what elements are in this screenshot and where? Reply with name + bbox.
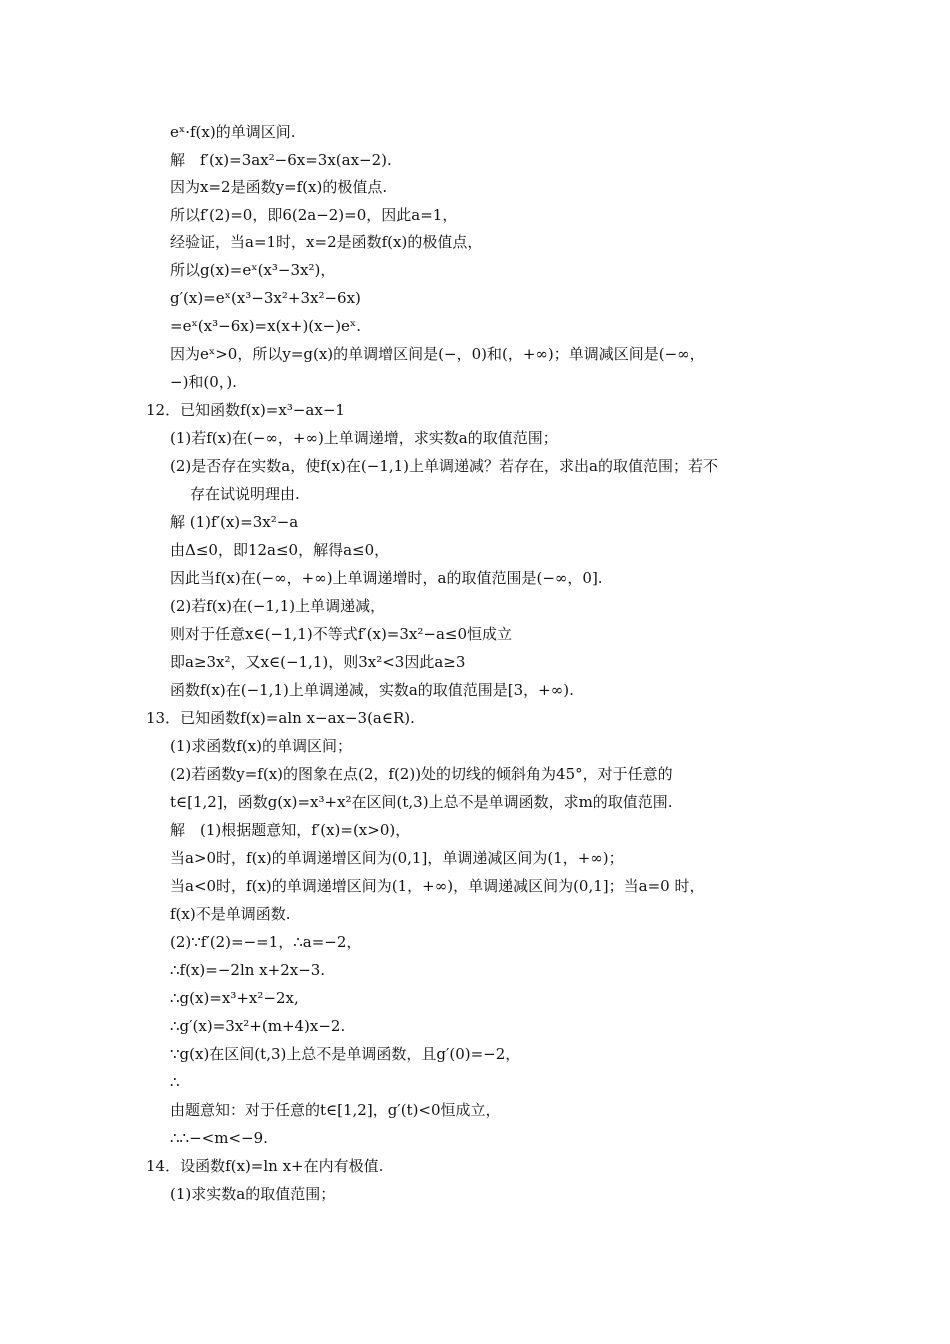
question-13-heading: 13．已知函数f(x)=aln x−ax−3(a∈R).	[146, 709, 415, 727]
text-line: 解 (1)根据题意知，f′(x)=(x>0)，	[170, 821, 411, 839]
text-line: 经验证，当a=1时，x=2是函数f(x)的极值点，	[170, 233, 483, 251]
text-line: 因此当f(x)在(−∞，+∞)上单调递增时，a的取值范围是(−∞，0].	[170, 569, 603, 587]
text-line: 因为eˣ>0，所以y=g(x)的单调增区间是(−，0)和(，+∞)；单调减区间是(−∞，	[170, 345, 705, 363]
text-line: 由Δ≤0，即12a≤0，解得a≤0，	[170, 541, 390, 559]
text-line: 所以g(x)=eˣ(x³−3x²)，	[170, 261, 336, 279]
text-line: (2)若函数y=f(x)的图象在点(2，f(2))处的切线的倾斜角为45°，对于任意的	[170, 765, 673, 783]
text-line: 即a≥3x²，又x∈(−1,1)，则3x²<3因此a≥3	[170, 653, 466, 671]
text-line: 则对于任意x∈(−1,1)不等式f′(x)=3x²−a≤0恒成立	[170, 625, 513, 643]
text-line: 存在试说明理由.	[190, 485, 300, 503]
question-12-heading: 12．已知函数f(x)=x³−ax−1	[146, 401, 345, 419]
text-line: ∴	[170, 1073, 180, 1091]
text-line: ∴f(x)=−2ln x+2x−3.	[170, 961, 326, 979]
text-line: 函数f(x)在(−1,1)上单调递减，实数a的取值范围是[3，+∞).	[170, 681, 574, 699]
text-line: (2)是否存在实数a，使f(x)在(−1,1)上单调递减？若存在，求出a的取值范围；若不	[170, 457, 718, 475]
question-14-heading: 14．设函数f(x)=ln x+在内有极值.	[146, 1157, 384, 1175]
text-line: ∵g(x)在区间(t,3)上总不是单调函数，且g′(0)=−2，	[170, 1045, 521, 1063]
text-line: =eˣ(x³−6x)=x(x+)(x−)eˣ.	[170, 317, 362, 335]
text-line: g′(x)=eˣ(x³−3x²+3x²−6x)	[170, 289, 361, 307]
text-line: (1)若f(x)在(−∞，+∞)上单调递增，求实数a的取值范围；	[170, 429, 558, 447]
text-line: ∴∴−<m<−9.	[170, 1129, 268, 1147]
text-line: (2)∵f′(2)=−=1，∴a=−2，	[170, 933, 362, 951]
text-line: 当a>0时，f(x)的单调递增区间为(0,1]，单调递减区间为(1，+∞)；	[170, 849, 624, 867]
text-line: −)和(0，).	[170, 373, 237, 391]
text-line: 当a<0时，f(x)的单调递增区间为(1，+∞)，单调递减区间为(0,1]；当a=0 时，	[170, 877, 705, 895]
text-line: 解 f′(x)=3ax²−6x=3x(ax−2).	[170, 151, 392, 169]
text-line: 因为x=2是函数y=f(x)的极值点.	[170, 178, 388, 196]
text-line: f(x)不是单调函数.	[170, 905, 291, 923]
text-line: 由题意知：对于任意的t∈[1,2]，g′(t)<0恒成立，	[170, 1101, 501, 1119]
text-line: ∴g(x)=x³+x²−2x,	[170, 989, 299, 1007]
text-line: t∈[1,2]，函数g(x)=x³+x²在区间(t,3)上总不是单调函数，求m的取值范围.	[170, 793, 673, 811]
text-line: 解 (1)f′(x)=3x²−a	[170, 513, 299, 531]
text-line: eˣ·f(x)的单调区间.	[170, 123, 296, 141]
text-line: ∴g′(x)=3x²+(m+4)x−2.	[170, 1017, 346, 1035]
text-line: (2)若f(x)在(−1,1)上单调递减，	[170, 597, 386, 615]
text-line: 所以f′(2)=0，即6(2a−2)=0，因此a=1，	[170, 206, 458, 224]
text-line: (1)求函数f(x)的单调区间；	[170, 737, 352, 755]
text-line: (1)求实数a的取值范围；	[170, 1185, 336, 1203]
